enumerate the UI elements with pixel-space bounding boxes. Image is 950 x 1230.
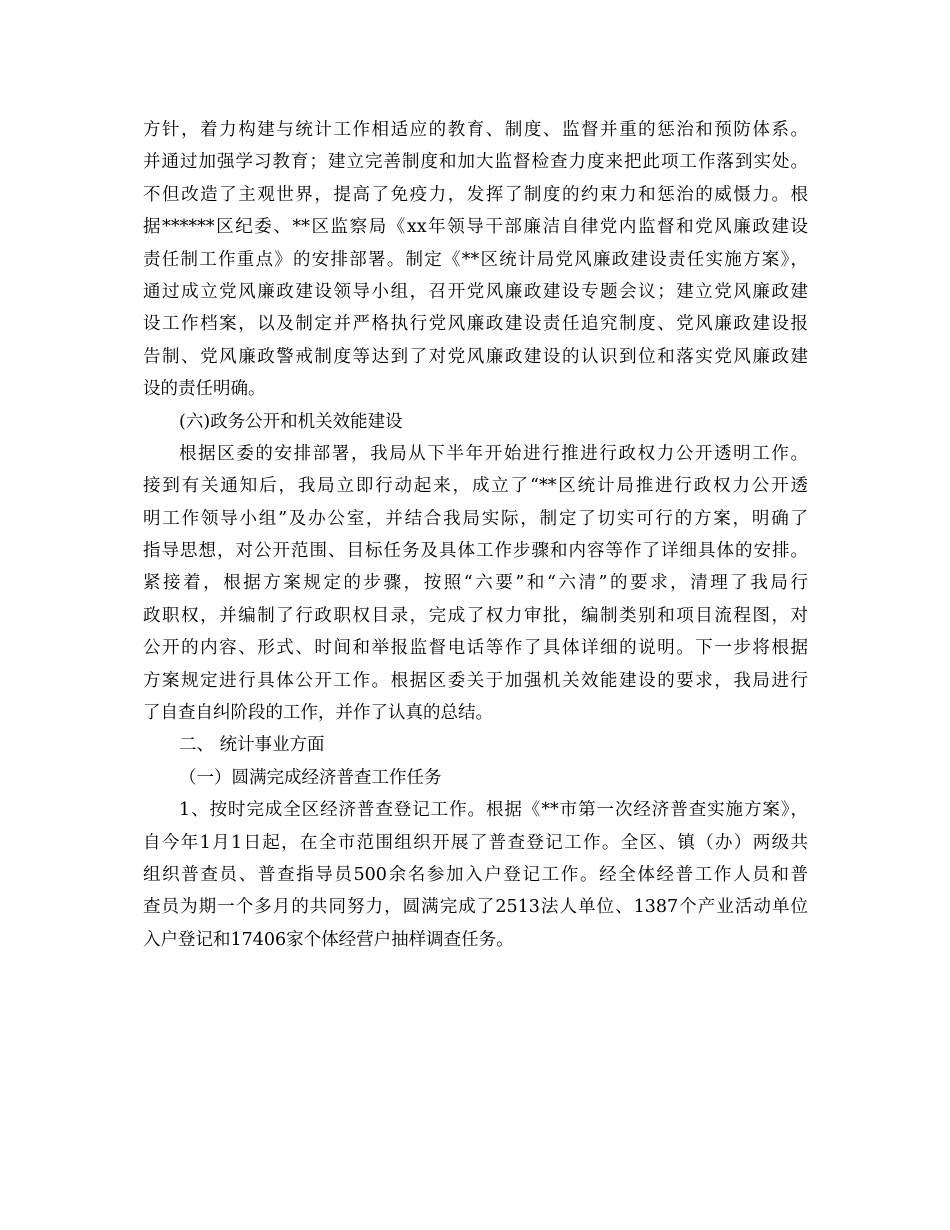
text-line: 查员为期一个多月的共同努力，圆满完成了2513法人单位、1387个产业活动单位 xyxy=(143,897,808,918)
paragraph-first-line: 1、按时完成全区经济普查登记工作。根据《**市第一次经济普查实施方案》， xyxy=(179,800,808,821)
text-line: 指导思想，对公开范围、目标任务及具体工作步骤和内容等作了详细具体的安排。 xyxy=(143,541,808,562)
subsection-heading: （一）圆满完成经济普查工作任务 xyxy=(179,767,442,788)
text-line: 接到有关通知后，我局立即行动起来，成立了“**区统计局推进行政权力公开透 xyxy=(143,476,808,497)
text-line: 据******区纪委、**区监察局《xx年领导干部廉洁自律党内监督和党风廉政建设 xyxy=(143,217,808,238)
text-line: 明工作领导小组”及办公室，并结合我局实际，制定了切实可行的方案，明确了 xyxy=(143,508,808,529)
text-line: 公开的内容、形式、时间和举报监督电话等作了具体详细的说明。下一步将根据 xyxy=(143,638,808,659)
paragraph-first-line: 根据区委的安排部署，我局从下半年开始进行推进行政权力公开透明工作。 xyxy=(179,443,808,464)
section-heading: (六)政务公开和机关效能建设 xyxy=(179,411,403,432)
text-line: 告制、党风廉政警戒制度等达到了对党风廉政建设的认识到位和落实党风廉政建 xyxy=(143,346,808,367)
text-line: 自今年1月1日起，在全市范围组织开展了普查登记工作。全区、镇（办）两级共 xyxy=(143,832,808,853)
text-line: 通过成立党风廉政建设领导小组，召开党风廉政建设专题会议；建立党风廉政建 xyxy=(143,281,808,302)
text-line: 方案规定进行具体公开工作。根据区委关于加强机关效能建设的要求，我局进行 xyxy=(143,670,808,691)
text-line: 并通过加强学习教育；建立完善制度和加大监督检查力度来把此项工作落到实处。 xyxy=(143,152,808,173)
text-line: 紧接着，根据方案规定的步骤，按照“六要”和“六清”的要求，清理了我局行 xyxy=(143,573,808,594)
document-body xyxy=(143,114,808,956)
text-line: 责任制工作重点》的安排部署。制定《**区统计局党风廉政建设责任实施方案》， xyxy=(143,249,808,270)
text-line: 设的责任明确。 xyxy=(143,379,266,400)
section-heading: 二、 统计事业方面 xyxy=(179,735,325,756)
text-line: 设工作档案，以及制定并严格执行党风廉政建设责任追究制度、党风廉政建设报 xyxy=(143,314,808,335)
text-line: 政职权，并编制了行政职权目录，完成了权力审批，编制类别和项目流程图，对 xyxy=(143,605,808,626)
text-line: 入户登记和17406家个体经营户抽样调查任务。 xyxy=(143,929,514,950)
text-line: 不但改造了主观世界，提高了免疫力，发挥了制度的约束力和惩治的威慑力。根 xyxy=(143,184,808,205)
text-line: 组织普查员、普查指导员500余名参加入户登记工作。经全体经普工作人员和普 xyxy=(143,864,808,885)
text-line: 方针，着力构建与统计工作相适应的教育、制度、监督并重的惩治和预防体系。 xyxy=(143,120,808,140)
text-line: 了自查自纠阶段的工作，并作了认真的总结。 xyxy=(143,703,493,724)
